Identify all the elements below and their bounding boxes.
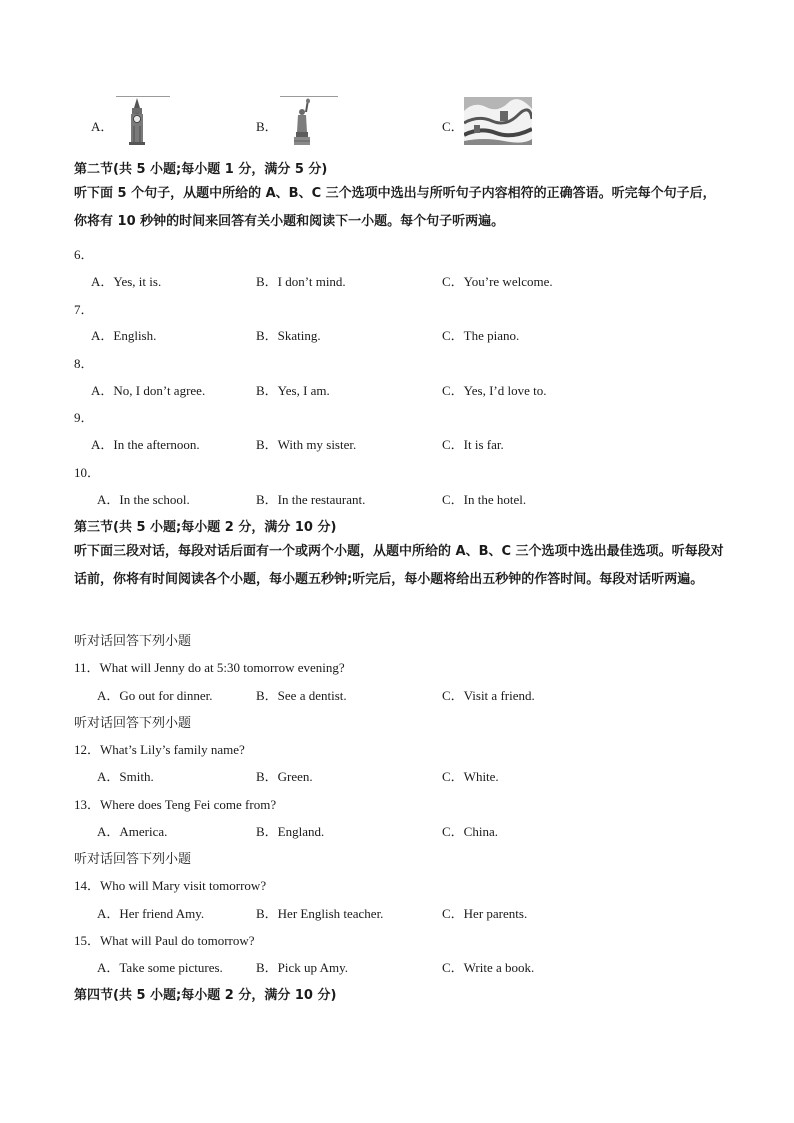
option-b: B．With my sister. [256, 437, 357, 452]
question-number: 8． [74, 356, 94, 371]
option-c: C．China. [442, 824, 498, 839]
option-b: B．England. [256, 824, 325, 839]
option-a: A．Her friend Amy. [97, 906, 205, 921]
option-c: C．You’re welcome. [442, 274, 553, 289]
option-c: C．In the hotel. [442, 492, 527, 507]
question-text: 13．Where does Teng Fei come from? [74, 797, 277, 812]
option-c: C．Her parents. [442, 906, 528, 921]
section-2-heading: 第二节(共 5 小题;每小题 1 分，满分 5 分) [74, 162, 328, 177]
dialogue-prompt: 听对话回答下列小题 [74, 852, 192, 867]
dialogue-prompt: 听对话回答下列小题 [74, 634, 192, 649]
question-number: 7． [74, 302, 94, 317]
option-a: A．English. [91, 328, 157, 343]
question-text: 15．What will Paul do tomorrow? [74, 933, 255, 948]
option-c: C．It is far. [442, 437, 504, 452]
option-c-letter: C． [442, 119, 464, 134]
option-b: B．I don’t mind. [256, 274, 346, 289]
section-2-instructions: 听下面 5 个句子，从题中所给的 A、B、C 三个选项中选出与所听句子内容相符的正确答语。听完每个句子后，你将有 10 秒钟的时间来回答有关小题和阅读下一小题。每个句子听两遍。 [74, 186, 716, 229]
option-a: A．In the afternoon. [91, 437, 200, 452]
option-c: C．White. [442, 769, 499, 784]
option-a: A．In the school. [97, 492, 190, 507]
big-ben-icon [124, 98, 150, 146]
option-c: C．Visit a friend. [442, 688, 535, 703]
question-text: 12．What’s Lily’s family name? [74, 742, 245, 757]
section-3-instructions: 听下面三段对话，每段对话后面有一个或两个小题，从题中所给的 A、B、C 三个选项中选出最佳选项。听每段对话前，你将有时间阅读各个小题，每小题五秒钟;听完后，每小题将给出五秒钟的作答时间。每段对话听两遍。 [74, 544, 724, 587]
question-number: 9． [74, 410, 94, 425]
option-c: C．Yes, I’d love to. [442, 383, 547, 398]
option-a: A．America. [97, 824, 168, 839]
option-a-letter: A． [91, 119, 114, 134]
option-c: C．Write a book. [442, 960, 535, 975]
statue-of-liberty-icon [288, 98, 318, 146]
section-4-heading: 第四节(共 5 小题;每小题 2 分，满分 10 分) [74, 988, 337, 1003]
option-b: B．Her English teacher. [256, 906, 384, 921]
option-b: B．See a dentist. [256, 688, 347, 703]
option-c: C．The piano. [442, 328, 520, 343]
option-b: B．Skating. [256, 328, 321, 343]
dialogue-prompt: 听对话回答下列小题 [74, 716, 192, 731]
picture-divider [280, 96, 338, 97]
option-b: B．In the restaurant. [256, 492, 366, 507]
question-text: 14．Who will Mary visit tomorrow? [74, 878, 267, 893]
option-b: B．Yes, I am. [256, 383, 330, 398]
question-number: 6． [74, 247, 94, 262]
option-a: A．Yes, it is. [91, 274, 162, 289]
picture-divider [116, 96, 170, 97]
option-a: A．Take some pictures. [97, 960, 223, 975]
section-3-heading: 第三节(共 5 小题;每小题 2 分，满分 10 分) [74, 520, 337, 535]
great-wall-icon [464, 97, 532, 145]
option-a: A．Go out for dinner. [97, 688, 213, 703]
option-b-letter: B． [256, 119, 278, 134]
question-text: 11．What will Jenny do at 5:30 tomorrow evening? [74, 660, 345, 675]
option-a: A．No, I don’t agree. [91, 383, 206, 398]
option-b: B．Green. [256, 769, 313, 784]
option-a: A．Smith. [97, 769, 154, 784]
option-b: B．Pick up Amy. [256, 960, 348, 975]
question-number: 10． [74, 465, 101, 480]
